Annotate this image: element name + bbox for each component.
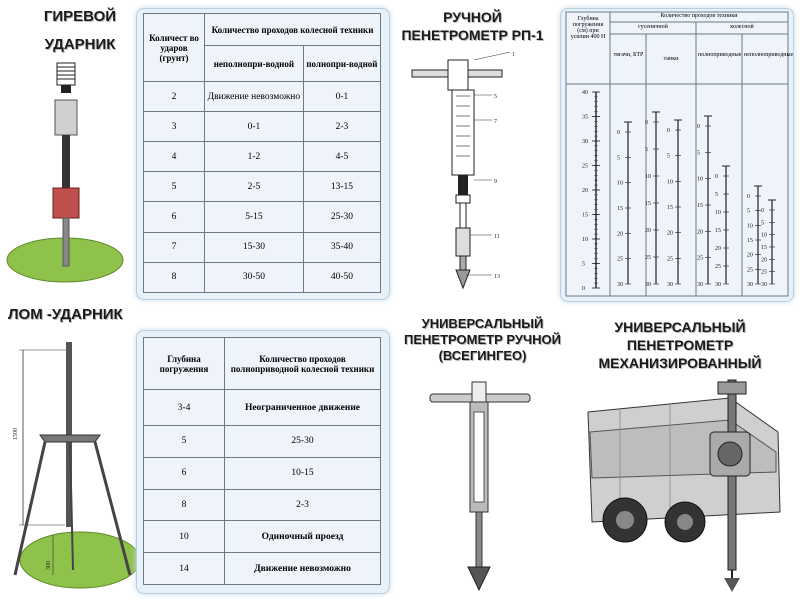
vsegingeo-title-line1: УНИВЕРСАЛЬНЫЙ	[421, 316, 544, 331]
depth-dimension-label: 300	[46, 561, 52, 570]
depth-ruler-label: 20	[582, 188, 588, 194]
rp1-title-line1: РУЧНОЙ	[443, 9, 502, 25]
passes-ruler-label: 5	[697, 150, 700, 157]
passes-ruler-label: 30	[747, 282, 753, 288]
passes-ruler-label: 5	[667, 153, 670, 160]
table1-header-partial-drive: неполнопри-водной	[205, 46, 304, 82]
passes-ruler-label: 25	[715, 264, 721, 270]
passes-ruler-label: 20	[617, 231, 623, 238]
passes-ruler-label: 0	[617, 130, 620, 136]
passes-ruler-label: 25	[747, 267, 753, 274]
scale-col-tanks: танки	[663, 56, 679, 62]
vsegingeo-title	[400, 316, 565, 364]
passes-ruler-label: 10	[715, 210, 721, 216]
depth-ruler-label: 30	[582, 139, 588, 145]
weight	[53, 188, 79, 218]
passes-ruler-label: 0	[667, 128, 670, 134]
passes-ruler-label: 0	[715, 174, 718, 180]
mech-title-line3: МЕХАНИЗИРОВАННЫЙ	[598, 355, 762, 371]
passes-ruler-label: 30	[667, 282, 673, 288]
passes-ruler-label: 0	[761, 208, 764, 214]
mechanized-penetrometer-illustration	[580, 372, 795, 594]
height-dimension-label: 1500	[13, 428, 19, 440]
scale-header-group: Количество проходов техники	[660, 13, 738, 19]
table2	[143, 337, 381, 585]
table-row: 8 2-3	[144, 489, 381, 521]
grip-sleeve	[57, 63, 75, 85]
depth-ruler-label: 40	[582, 90, 588, 96]
passes-ruler-label: 0	[697, 124, 700, 130]
table-row: 3-4 Неограниченное движение	[144, 390, 381, 426]
depth-ruler-label: 25	[582, 163, 588, 170]
vsegingeo-title-line2: ПЕНЕТРОМЕТР РУЧНОЙ	[404, 332, 561, 347]
part-number-label: 7	[494, 119, 497, 125]
passes-ruler-label: 10	[645, 174, 651, 180]
passes-ruler-label: 20	[667, 230, 673, 237]
passes-ruler-label: 30	[645, 282, 651, 288]
scale-col-tractors: тягачи, БТР	[613, 52, 644, 58]
passes-ruler-label: 30	[715, 282, 721, 288]
rp1-title-line2: ПЕНЕТРОМЕТР РП-1	[401, 27, 544, 43]
part-number-label: 5	[494, 94, 497, 100]
scale-subheader-tracked: гусеничной	[638, 24, 668, 30]
part-number-label: 13	[494, 274, 500, 280]
gireva-title	[30, 8, 130, 54]
passes-ruler-label: 10	[697, 176, 703, 183]
passes-ruler-label: 5	[617, 155, 620, 162]
table-row: 5 25-30	[144, 426, 381, 458]
passes-ruler-label: 5	[715, 192, 718, 198]
passes-ruler-label: 10	[761, 232, 767, 239]
gireva-title-line1: ГИРЕВОЙ	[43, 8, 117, 25]
part-number-label: 11	[494, 234, 500, 240]
rp1-penetrometer-drawing	[400, 50, 550, 290]
passes-ruler-label: 5	[645, 147, 648, 153]
passes-ruler-label: 15	[715, 228, 721, 234]
passes-ruler-label: 25	[667, 256, 673, 263]
depth-ruler-label: 5	[582, 261, 585, 268]
table-row: 6 5-15 25-30	[144, 202, 381, 232]
gireva-udarnik-drawing	[5, 55, 135, 290]
passes-ruler-label: 10	[747, 223, 753, 230]
table-row: 8 30-50 40-50	[144, 262, 381, 292]
depth-ruler-label: 35	[582, 114, 588, 121]
mech-title-line1: УНИВЕРСАЛЬНЫЙ	[614, 319, 746, 335]
cone-tip	[468, 567, 490, 590]
passes-ruler-label: 15	[667, 205, 673, 211]
vsegingeo-penetrometer-drawing	[420, 372, 540, 594]
table1-header-group: Количество проходов колесной техники	[205, 14, 381, 46]
passes-ruler-label: 20	[715, 246, 721, 252]
rod	[476, 512, 482, 567]
depth-ruler-label: 0	[582, 286, 585, 292]
lom-udarnik-drawing	[5, 330, 140, 592]
upper-guide	[55, 100, 77, 135]
table-row: 10 Одиночный проезд	[144, 521, 381, 553]
part-number-label: 9	[494, 179, 497, 185]
main-rod	[62, 135, 70, 190]
table-row: 14 Движение невозможно	[144, 553, 381, 585]
gireva-title-line2: УДАРНИК	[44, 36, 116, 53]
passes-ruler-label: 15	[645, 201, 651, 207]
graduated-tube	[452, 90, 474, 175]
rp1-title	[385, 8, 560, 44]
passes-ruler-label: 20	[747, 252, 753, 259]
passes-ruler-label: 20	[645, 228, 651, 234]
mech-title	[595, 318, 765, 372]
table-row: 6 10-15	[144, 457, 381, 489]
passes-ruler-label: 25	[645, 255, 651, 261]
table2-header-depth: Глубина погружения	[144, 338, 225, 390]
table1-header-full-drive: полнопри-водной	[303, 46, 380, 82]
passes-ruler-label: 10	[617, 180, 623, 187]
table-row: 2 Движение невозможно 0-1	[144, 82, 381, 112]
depth-ruler-label: 15	[582, 212, 588, 219]
passes-ruler-label: 20	[761, 257, 767, 264]
scale-chart	[566, 12, 794, 296]
lower-rod	[63, 218, 69, 266]
passes-ruler-label: 5	[747, 208, 750, 215]
scale-col-full-drive: полноприводные	[698, 52, 742, 58]
passes-ruler-label: 15	[697, 203, 703, 209]
scale-header-depth: Глубина погружения (см) при усилии 400 Н	[570, 16, 606, 40]
passes-ruler-label: 25	[697, 255, 703, 262]
table-row: 3 0-1 2-3	[144, 112, 381, 142]
passes-ruler-label: 30	[697, 282, 703, 288]
scale-subheader-wheeled: колесной	[730, 24, 754, 30]
table2-header-passes: Количество проходов полноприводной колесной техники	[225, 338, 381, 390]
vsegingeo-title-line3: (ВСЕГИНГЕО)	[438, 348, 527, 363]
passes-ruler-label: 5	[761, 220, 764, 227]
passes-ruler-label: 15	[761, 245, 767, 251]
passes-ruler-label: 10	[667, 179, 673, 186]
table-row: 7 15-30 35-40	[144, 232, 381, 262]
passes-ruler-label: 25	[617, 256, 623, 263]
passes-ruler-label: 20	[697, 229, 703, 236]
table-row: 5 2-5 13-15	[144, 172, 381, 202]
passes-ruler-label: 25	[761, 269, 767, 276]
cone-tip	[456, 270, 470, 288]
depth-ruler-label: 10	[582, 237, 588, 243]
table-row: 4 1-2 4-5	[144, 142, 381, 172]
lower-sleeve	[456, 228, 470, 256]
mech-title-line2: ПЕНЕТРОМЕТР	[626, 337, 734, 353]
passes-ruler-label: 30	[761, 282, 767, 288]
scale-col-partial-drive: неполноприводные	[744, 52, 794, 58]
tripod-top	[40, 435, 100, 442]
table1-header-blows: Количест во ударов (грунт)	[144, 14, 205, 82]
passes-ruler-label: 0	[645, 120, 648, 126]
passes-ruler-label: 0	[747, 194, 750, 200]
passes-ruler-label: 15	[617, 206, 623, 212]
lom-title: ЛОМ -УДАРНИК	[8, 306, 123, 323]
passes-ruler-label: 30	[617, 282, 623, 288]
table1	[143, 13, 381, 293]
passes-ruler-label: 15	[747, 238, 753, 244]
part-number-label: 1	[512, 52, 515, 58]
